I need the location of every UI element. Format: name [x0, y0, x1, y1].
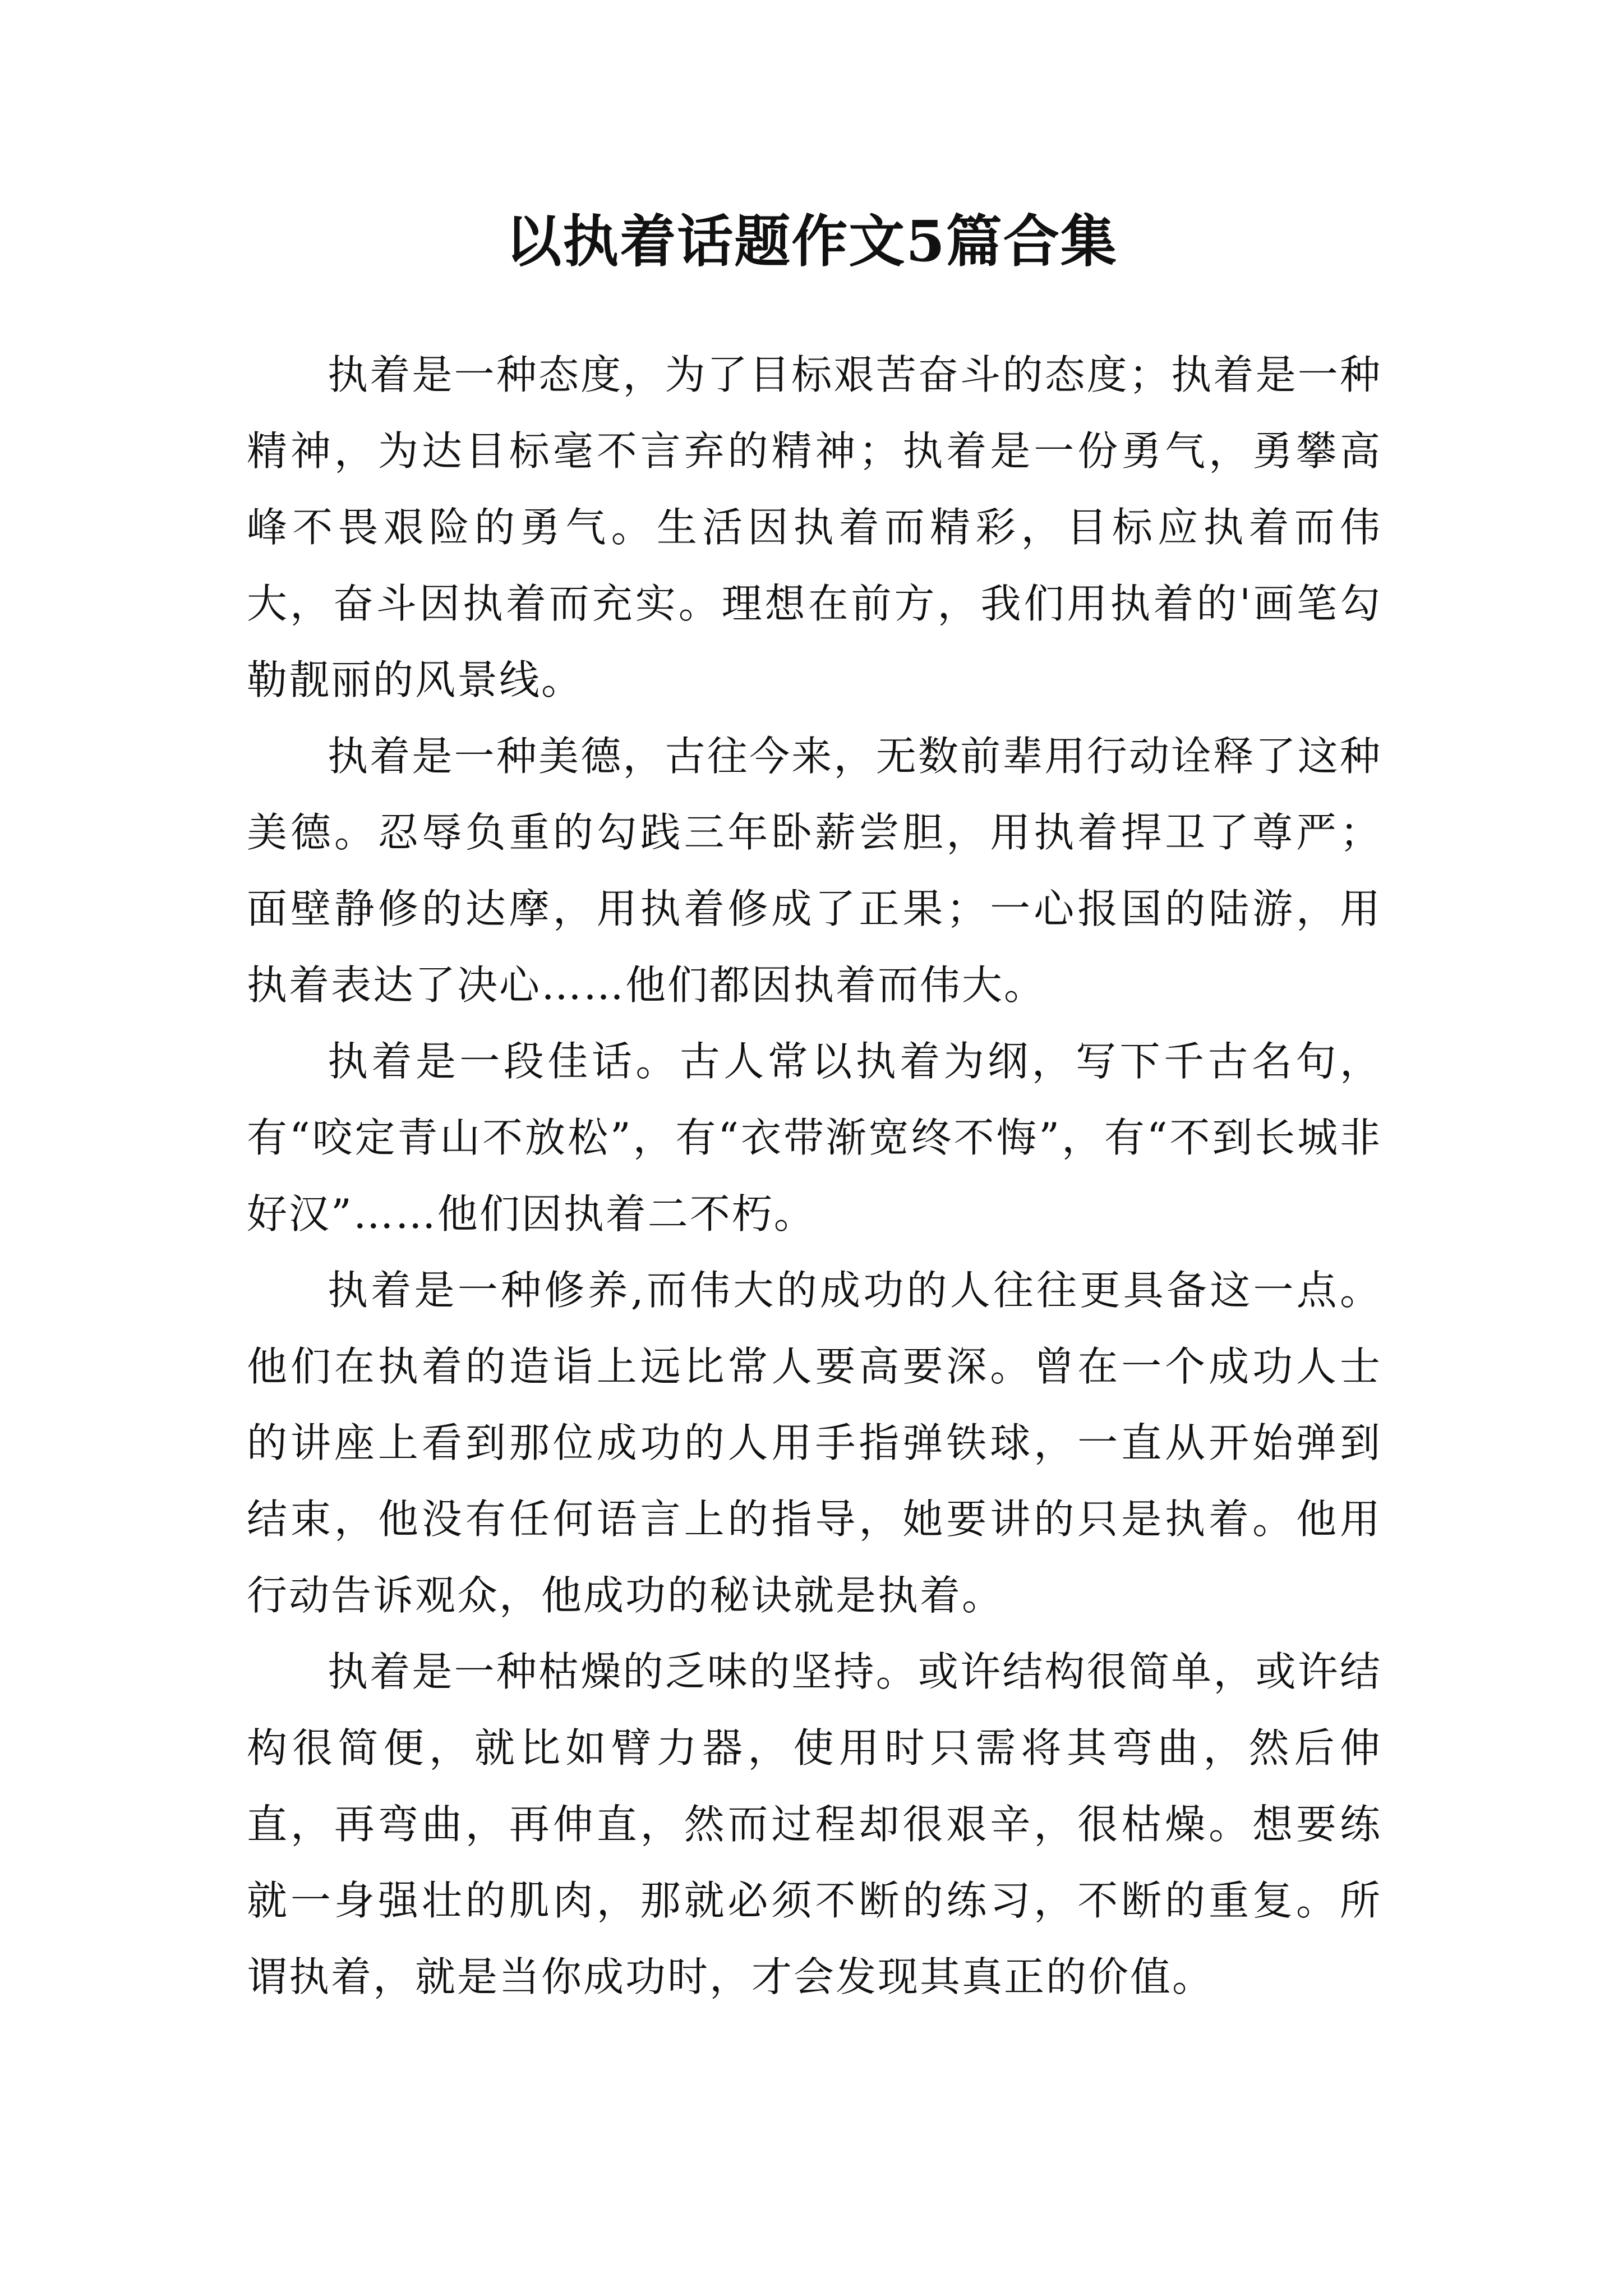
paragraph-2: 执着是一种美德，古往今来，无数前辈用行动诠释了这种美德。忍辱负重的勾践三年卧薪尝胆，用执着捍卫了尊严；面壁静修的达摩，用执着修成了正果；一心报国的陆游，用执着表达了决心……他们都因执着而伟大。: [247, 733, 1382, 1009]
paragraph-3: 执着是一段佳话。古人常以执着为纲，写下千古名句，有“咬定青山不放松”，有“衣带渐宽终不悔”，有“不到长城非好汉”……他们因执着二不朽。: [247, 1038, 1382, 1237]
paragraph-4: 执着是一种修养,而伟大的成功的人往往更具备这一点。他们在执着的造诣上远比常人要高要深。曾在一个成功人士的讲座上看到那位成功的人用手指弹铁球，一直从开始弹到结束，他没有任何语言上的指导，她要讲的只是执着。他用行动告诉观众，他成功的秘诀就是执着。: [247, 1267, 1382, 1619]
paragraph-1: 执着是一种态度，为了目标艰苦奋斗的态度；执着是一种精神，为达目标毫不言弃的精神；执着是一份勇气，勇攀高峰不畏艰险的勇气。生活因执着而精彩，目标应执着而伟大，奋斗因执着而充实。理想在前方，我们用执着的'画笔勾勒靓丽的风景线。: [247, 351, 1382, 703]
paragraph-5: 执着是一种枯燥的乏味的坚持。或许结构很简单，或许结构很简便，就比如臂力器，使用时只需将其弯曲，然后伸直，再弯曲，再伸直，然而过程却很艰辛，很枯燥。想要练就一身强壮的肌肉，那就必须不断的练习，不断的重复。所谓执着，就是当你成功时，才会发现其真正的价值。: [247, 1648, 1382, 2000]
document-body: [247, 337, 1382, 2015]
document-title: 以执着话题作文5篇合集: [505, 208, 1118, 274]
